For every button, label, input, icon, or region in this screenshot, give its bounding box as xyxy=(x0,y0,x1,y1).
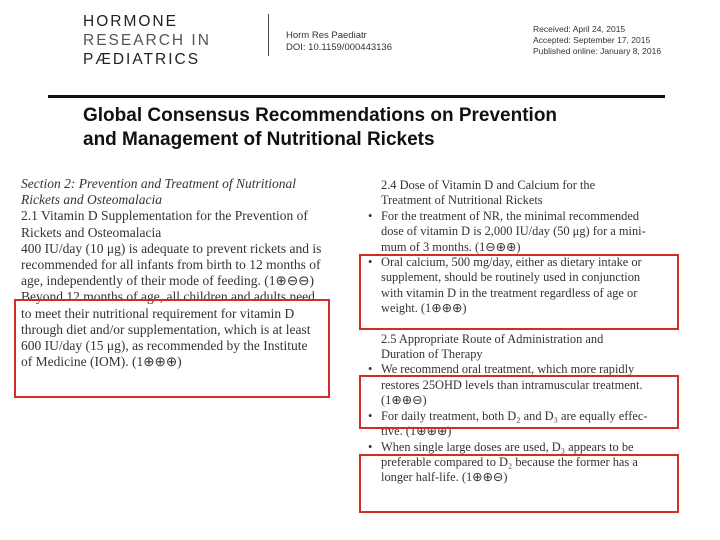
bullet-icon: • xyxy=(368,208,373,223)
bullet-icon: • xyxy=(368,255,373,270)
text-line: dose of vitamin D is 2,000 IU/day (50 μg) for a mini- xyxy=(381,224,646,239)
text-line: Duration of Therapy xyxy=(381,347,483,362)
bullet-icon: • xyxy=(368,362,373,377)
text-line: longer half-life. (1⊕⊕⊖) xyxy=(381,470,508,485)
accepted-date: Accepted: September 17, 2015 xyxy=(533,35,651,45)
text-line: Oral calcium, 500 mg/day, either as dietary intake or xyxy=(381,255,642,270)
journal-name-line: PÆDIATRICS xyxy=(83,51,201,68)
paragraph-infants xyxy=(21,241,321,290)
text-line: 600 IU/day (15 μg), as recommended by the Institute xyxy=(21,338,308,354)
text-line: We recommend oral treatment, which more rapidly xyxy=(381,362,635,377)
text-line: Rickets and Osteomalacia xyxy=(21,192,162,208)
article-title xyxy=(83,104,557,152)
subsection-heading xyxy=(21,208,321,240)
header-divider xyxy=(268,14,269,56)
text-line: recommended for all infants from birth to 12 months of xyxy=(21,257,321,273)
text-line: restores 25OHD levels than intramuscular treatment. xyxy=(381,377,643,392)
text-line: 2.4 Dose of Vitamin D and Calcium for the xyxy=(381,178,596,192)
subsection-heading-2-4 xyxy=(368,178,647,209)
text-line: Beyond 12 months of age, all children and adults need xyxy=(21,289,315,305)
text-line: weight. (1⊕⊕⊕) xyxy=(381,301,467,316)
text-line: preferable compared to D₂ because the former has a xyxy=(381,454,638,469)
bullet-icon: • xyxy=(368,439,373,454)
text-line: supplement, should be routinely used in conjunction xyxy=(381,270,641,285)
title-rule xyxy=(48,95,665,98)
highlight-box-oral-calcium xyxy=(359,254,679,330)
text-line: age, independently of their mode of feeding. (1⊕⊖⊖) xyxy=(21,273,314,289)
text-line: through diet and/or supplementation, which is at least xyxy=(21,321,311,337)
right-column xyxy=(368,178,647,486)
received-date: Received: April 24, 2015 xyxy=(533,24,626,34)
text-line: tive. (1⊕⊕⊕) xyxy=(381,424,452,439)
highlight-box-oral-treatment xyxy=(359,375,679,429)
doi: DOI: 10.1159/000443136 xyxy=(286,42,392,53)
publication-dates xyxy=(533,24,661,57)
text-line: Treatment of Nutritional Rickets xyxy=(381,193,543,208)
text-line: Rickets and Osteomalacia xyxy=(21,224,162,240)
text-line: to meet their nutritional requirement for vitamin D xyxy=(21,305,295,321)
journal-name-line: HORMONE xyxy=(83,13,178,30)
text-line: of Medicine (IOM). (1⊕⊕⊕) xyxy=(21,354,182,370)
journal-abbreviation: Horm Res Paediatr xyxy=(286,30,367,41)
highlight-box-single-large-doses xyxy=(359,454,679,513)
title-line: Global Consensus Recommendations on Prevention xyxy=(83,105,558,126)
text-line: with vitamin D in the treatment regardless of age or xyxy=(381,285,638,300)
text-line: 2.1 Vitamin D Supplementation for the Prevention of xyxy=(21,208,308,224)
title-line: and Management of Nutritional Rickets xyxy=(83,129,435,150)
text-line: For daily treatment, both D₂ and D₃ are equally effec- xyxy=(381,408,648,423)
text-line: Section 2: Prevention and Treatment of Nutritional xyxy=(21,176,296,191)
text-line: When single large doses are used, D₃ appears to be xyxy=(381,439,634,454)
text-line: For the treatment of NR, the minimal recommended xyxy=(381,208,640,223)
text-line: mum of 3 months. (1⊖⊕⊕) xyxy=(381,239,521,254)
list-item xyxy=(368,209,647,255)
journal-name-line: RESEARCH IN xyxy=(83,32,211,49)
bullet-icon: • xyxy=(368,408,373,423)
text-line: 400 IU/day (10 μg) is adequate to prevent rickets and is xyxy=(21,240,322,256)
journal-logo xyxy=(83,12,211,69)
published-date: Published online: January 8, 2016 xyxy=(533,46,662,56)
text-line: (1⊕⊕⊖) xyxy=(381,393,427,408)
highlight-box-beyond-12-months xyxy=(14,299,330,398)
text-line: 2.5 Appropriate Route of Administration and xyxy=(381,331,604,346)
subsection-heading-2-5 xyxy=(368,332,647,363)
citation-info xyxy=(286,30,392,54)
section-heading xyxy=(21,176,321,208)
